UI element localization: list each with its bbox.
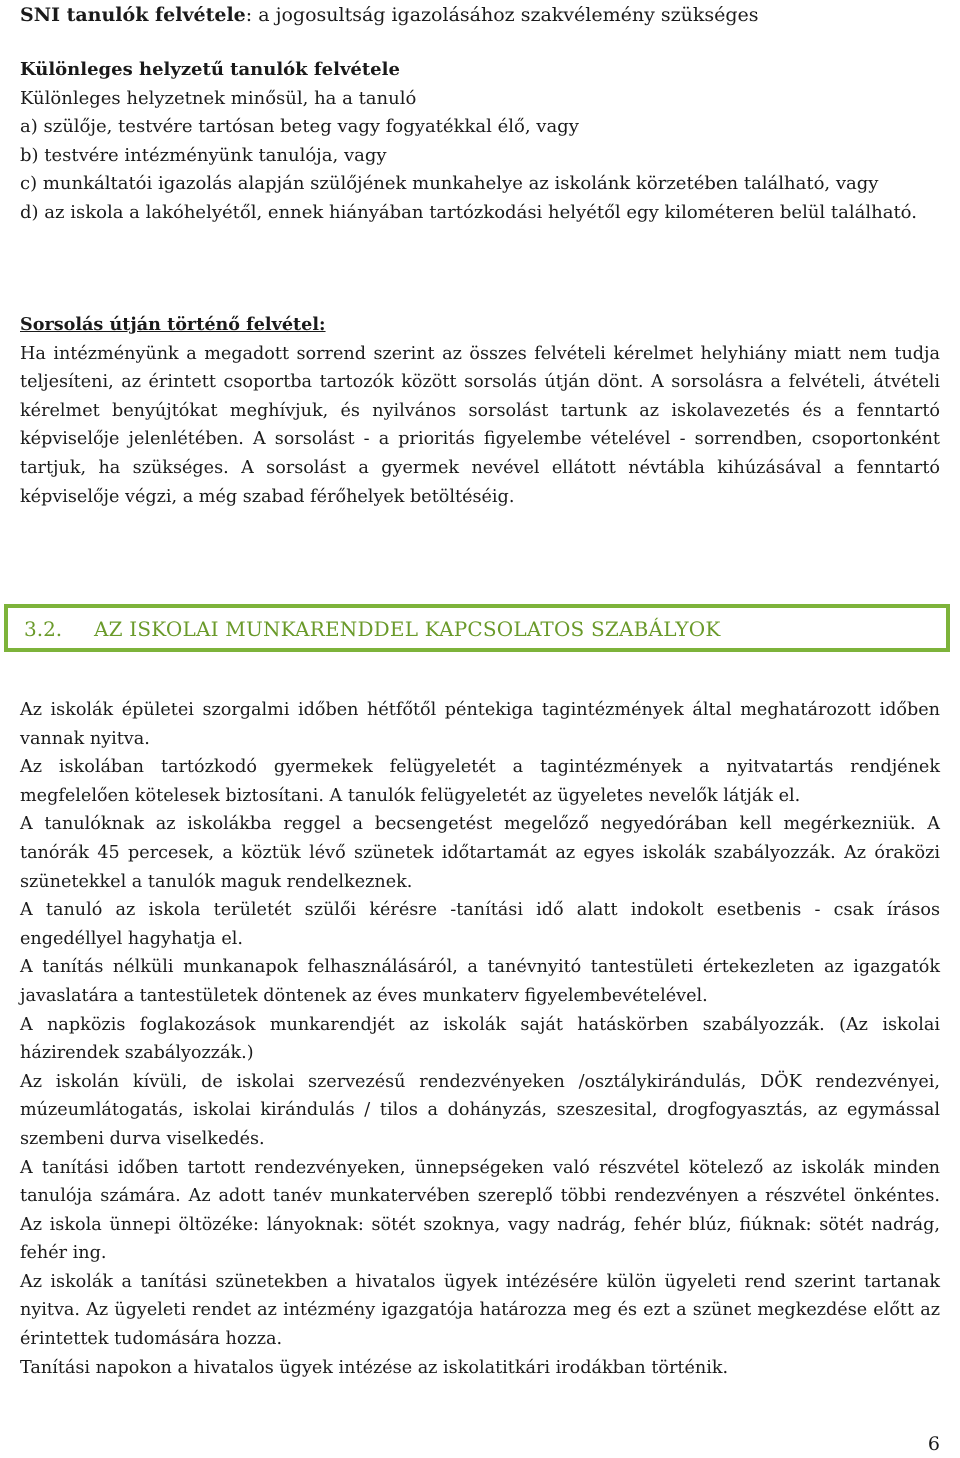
rule-paragraph: Az iskolák épületei szorgalmi időben hétfőtől péntekiga tagintézmények által meghatározott időben vannak nyitva. [20, 700, 940, 749]
rule-paragraph: A tanítási időben tartott rendezvényeken, ünnepségeken való részvétel kötelező az iskolák minden tanulója számára. Az adott tanév munkatervében szereplő többi rendezvényen a részvétel önkéntes. Az iskola ünnepi öltözéke: lányoknak: sötét szoknya, vagy nadrág, fehér blúz, fiúknak: sötét nadrág, fehér ing. [20, 1157, 940, 1264]
special-item-d: d) az iskola a lakóhelyétől, ennek hiányában tartózkodási helyétől egy kilométeren belül található. [20, 201, 917, 223]
sni-text: : a jogosultság igazolásához szakvélemény szükséges [245, 4, 759, 26]
special-item-c: c) munkáltatói igazolás alapján szülőjének munkahelye az iskolánk körzetében található, vagy [20, 173, 879, 195]
special-intro: Különleges helyzetnek minősül, ha a tanuló [20, 87, 417, 109]
lottery-section [20, 311, 940, 511]
lottery-text: Ha intézményünk a megadott sorrend szerint az összes felvételi kérelmet helyhiány miatt nem tudja teljesíteni, az érintett csoportba tartozók között sorsolás útján dönt. A sorsolásra a felvételi, átvételi kérelmet benyújtókat meghívjuk, és nyilvános sorsolást tartunk az iskolavezetés és a fenntartó képviselője jelenlétében. A sorsolást - a prioritás figyelembe vételével - sorrendben, csoportonként tartjuk, ha szükséges. A sorsolást a gyermek nevével ellátott névtábla kihúzásával a fenntartó képviselője végzi, a még szabad férőhelyek betöltéséig. [20, 343, 940, 507]
rule-paragraph: A napközis foglakozások munkarendjét az iskolák saját hatáskörben szabályozzák. (Az iskolai házirendek szabályozzák.) [20, 1014, 940, 1064]
lottery-title: Sorsolás útján történő felvétel: [20, 314, 326, 335]
section-number: 3.2. [24, 617, 63, 641]
special-item-a: a) szülője, testvére tartósan beteg vagy fogyatékkal élő, vagy [20, 116, 579, 138]
special-situation-heading: Különleges helyzetű tanulók felvétele [20, 59, 400, 80]
rule-paragraph: Tanítási napokon a hivatalos ügyek intézése az iskolatitkári irodákban történik. [20, 1357, 729, 1378]
section-title: AZ ISKOLAI MUNKARENDDEL KAPCSOLATOS SZABÁLYOK [94, 617, 721, 641]
rule-paragraph: Az iskolán kívüli, de iskolai szervezésű rendezvényeken /osztálykirándulás, DÖK rendezvényei, múzeumlátogatás, iskolai kirándulás / tilos a dohányzás, szeszesital, drogfogyasztás, az egymással szembeni durva viselkedés. [20, 1071, 940, 1149]
sni-admission-line [20, 2, 759, 28]
rule-paragraph: Az iskolák a tanítási szünetekben a hivatalos ügyek intézésére külön ügyeleti rend szerint tartanak nyitva. Az ügyeleti rendet az intézmény igazgatója határozza meg és ezt a szünet megkezdése előtt az érintettek tudomására hozza. [20, 1271, 940, 1350]
rule-paragraph: A tanítás nélküli munkanapok felhasználásáról, a tanévnyitó tantestületi értekezleten az igazgatók javaslatára a tantestületek döntenek az éves munkaterv figyelembevételével. [20, 957, 940, 1006]
rule-paragraph: A tanulóknak az iskolákba reggel a becsengetést megelőző negyedórában kell megérkezniük. A tanórák 45 percesek, a köztük lévő szünetek időtartamát az egyes iskolák szabályozzák. Az óraközi szünetekkel a tanulók maguk rendelkeznek. [20, 814, 940, 892]
rule-paragraph: A tanuló az iskola területét szülői kérésre -tanítási idő alatt indokolt esetbenis - csak írásos engedéllyel hagyhatja el. [20, 900, 940, 949]
school-rules-section [20, 696, 940, 1382]
special-item-b: b) testvére intézményünk tanulója, vagy [20, 144, 387, 166]
sni-title: SNI tanulók felvétele [20, 4, 246, 26]
section-heading-box [4, 604, 950, 652]
page-number: 6 [927, 1433, 940, 1455]
special-situation-section [20, 56, 940, 228]
rule-paragraph: Az iskolában tartózkodó gyermekek felügyeletét a tagintézmények a nyitvatartás rendjének megfelelően kötelesek biztosítani. A tanulók felügyeletét az ügyeletes nevelők látják el. [20, 757, 940, 806]
